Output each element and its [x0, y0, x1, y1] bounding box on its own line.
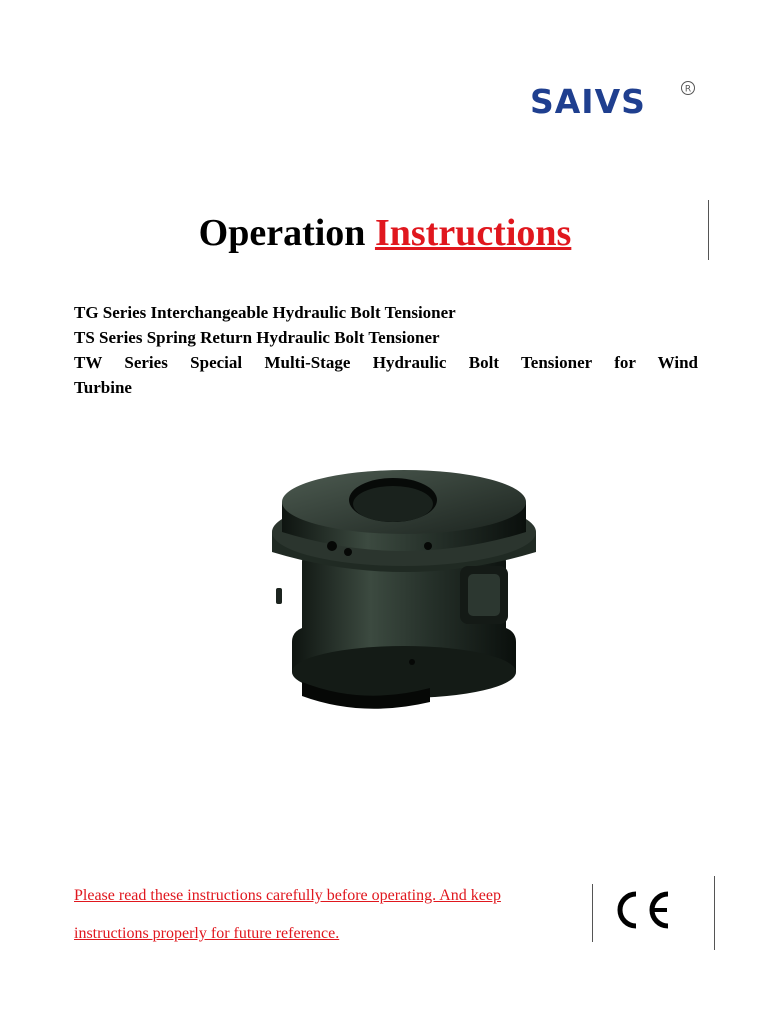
notice-line-1: Please read these instructions carefully before operating. And keep: [74, 887, 501, 904]
page-title: [0, 208, 770, 258]
title-part-instructions: Instructions: [374, 212, 572, 254]
ce-mark-icon: [612, 888, 676, 932]
ce-divider-left: [592, 884, 593, 942]
series-item-tw-continued: Turbine: [74, 378, 132, 397]
hydraulic-bolt-tensioner-image: [262, 462, 538, 738]
brand-name: SAIVS: [530, 82, 646, 121]
series-item-ts: TS Series Spring Return Hydraulic Bolt Tensioner: [74, 328, 440, 347]
safety-notice: [74, 883, 584, 947]
series-item-tg: TG Series Interchangeable Hydraulic Bolt Tensioner: [74, 303, 456, 322]
svg-text:R: R: [684, 84, 692, 95]
registered-mark-icon: [680, 80, 696, 100]
ce-divider-right: [714, 876, 715, 950]
notice-line-2: instructions properly for future reference.: [74, 925, 340, 942]
title-part-operation: Operation: [198, 212, 366, 254]
series-list: [74, 300, 698, 400]
series-item-tw: TW Series Special Multi-Stage Hydraulic Bolt Tensioner for Wind: [74, 353, 698, 372]
brand-logo: [530, 80, 700, 124]
